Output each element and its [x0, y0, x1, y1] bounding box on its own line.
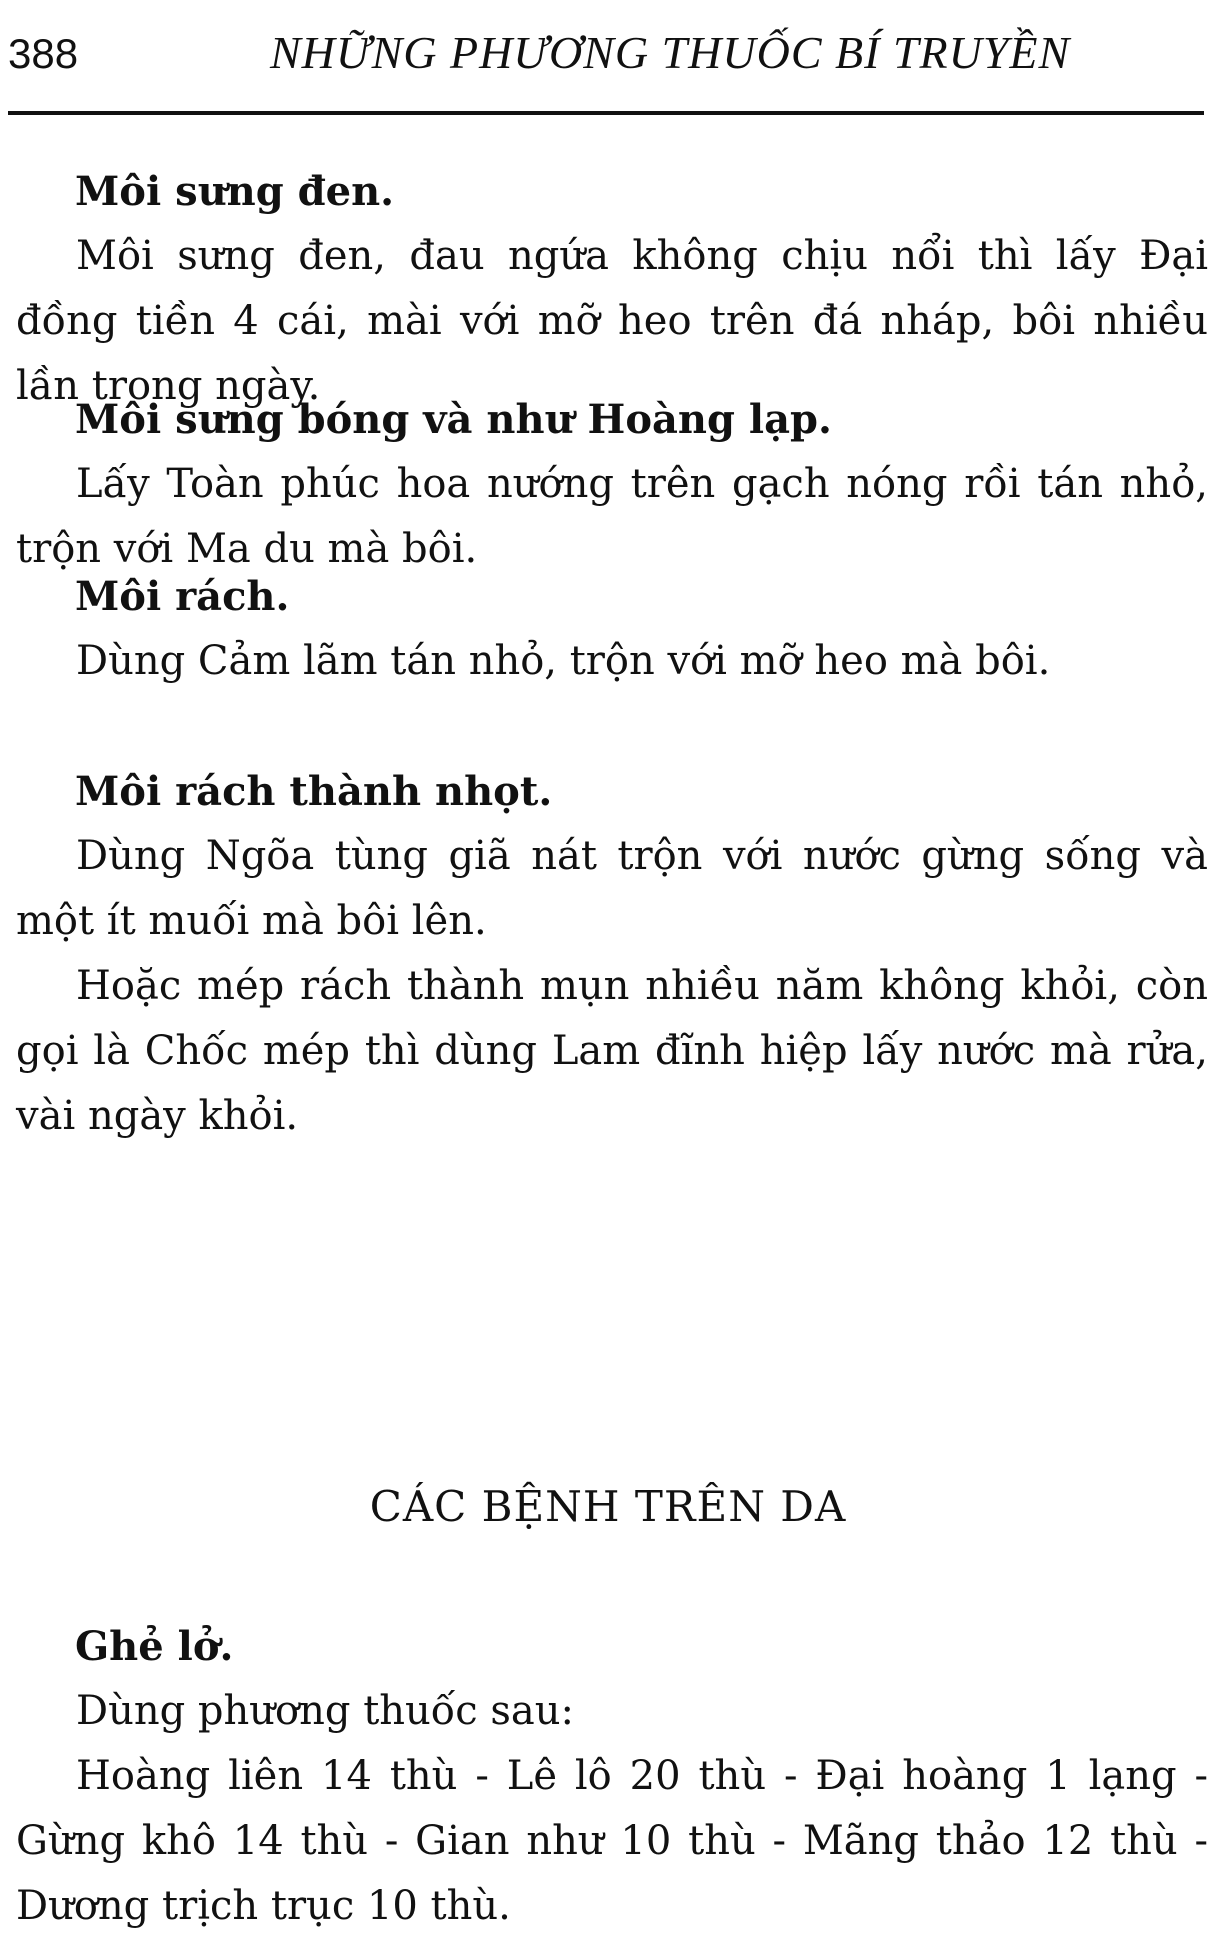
page-number: 388 [8, 30, 79, 77]
section-heading: Môi rách thành nhọt. [75, 768, 553, 815]
section-moi-rach-thanh-nhot [0, 760, 1216, 1149]
page-header [0, 0, 1216, 130]
section-ghe-lo [0, 1615, 1216, 1939]
section-moi-sung-bong [0, 388, 1216, 582]
section-heading: Môi sưng bóng và như Hoàng lạp. [75, 396, 832, 443]
section-paragraph: Hoặc mép rách thành mụn nhiều năm không khỏi, còn gọi là Chốc mép thì dùng Lam đĩnh hiệp lấy nước mà rửa, vài ngày khỏi. [16, 963, 1208, 1139]
header-rule [8, 111, 1204, 115]
section-paragraph: Hoàng liên 14 thù - Lê lô 20 thù - Đại hoàng 1 lạng - Gừng khô 14 thù - Gian như 10 thù - Mãng thảo 12 thù - Dương trịch trục 10 thù. [16, 1753, 1208, 1929]
section-heading: Môi rách. [75, 573, 290, 620]
section-moi-sung-den [0, 160, 1216, 419]
section-paragraph: Dùng Cảm lãm tán nhỏ, trộn với mỡ heo mà bôi. [76, 638, 1051, 684]
running-title: NHỮNG PHƯƠNG THUỐC BÍ TRUYỀN [270, 27, 1071, 78]
section-paragraph: Dùng Ngõa tùng giã nát trộn với nước gừng sống và một ít muối mà bôi lên. [16, 833, 1208, 944]
section-paragraph: Môi sưng đen, đau ngứa không chịu nổi thì lấy Đại đồng tiền 4 cái, mài với mỡ heo trên đá nháp, bôi nhiều lần trong ngày. [16, 233, 1208, 409]
section-paragraph: Lấy Toàn phúc hoa nướng trên gạch nóng rồi tán nhỏ, trộn với Ma du mà bôi. [16, 461, 1208, 572]
section-heading: Ghẻ lở. [75, 1623, 234, 1670]
section-heading: Môi sưng đen. [75, 168, 395, 215]
chapter-title: CÁC BỆNH TRÊN DA [369, 1482, 847, 1531]
section-paragraph: Dùng phương thuốc sau: [76, 1688, 575, 1734]
section-moi-rach [0, 565, 1216, 694]
